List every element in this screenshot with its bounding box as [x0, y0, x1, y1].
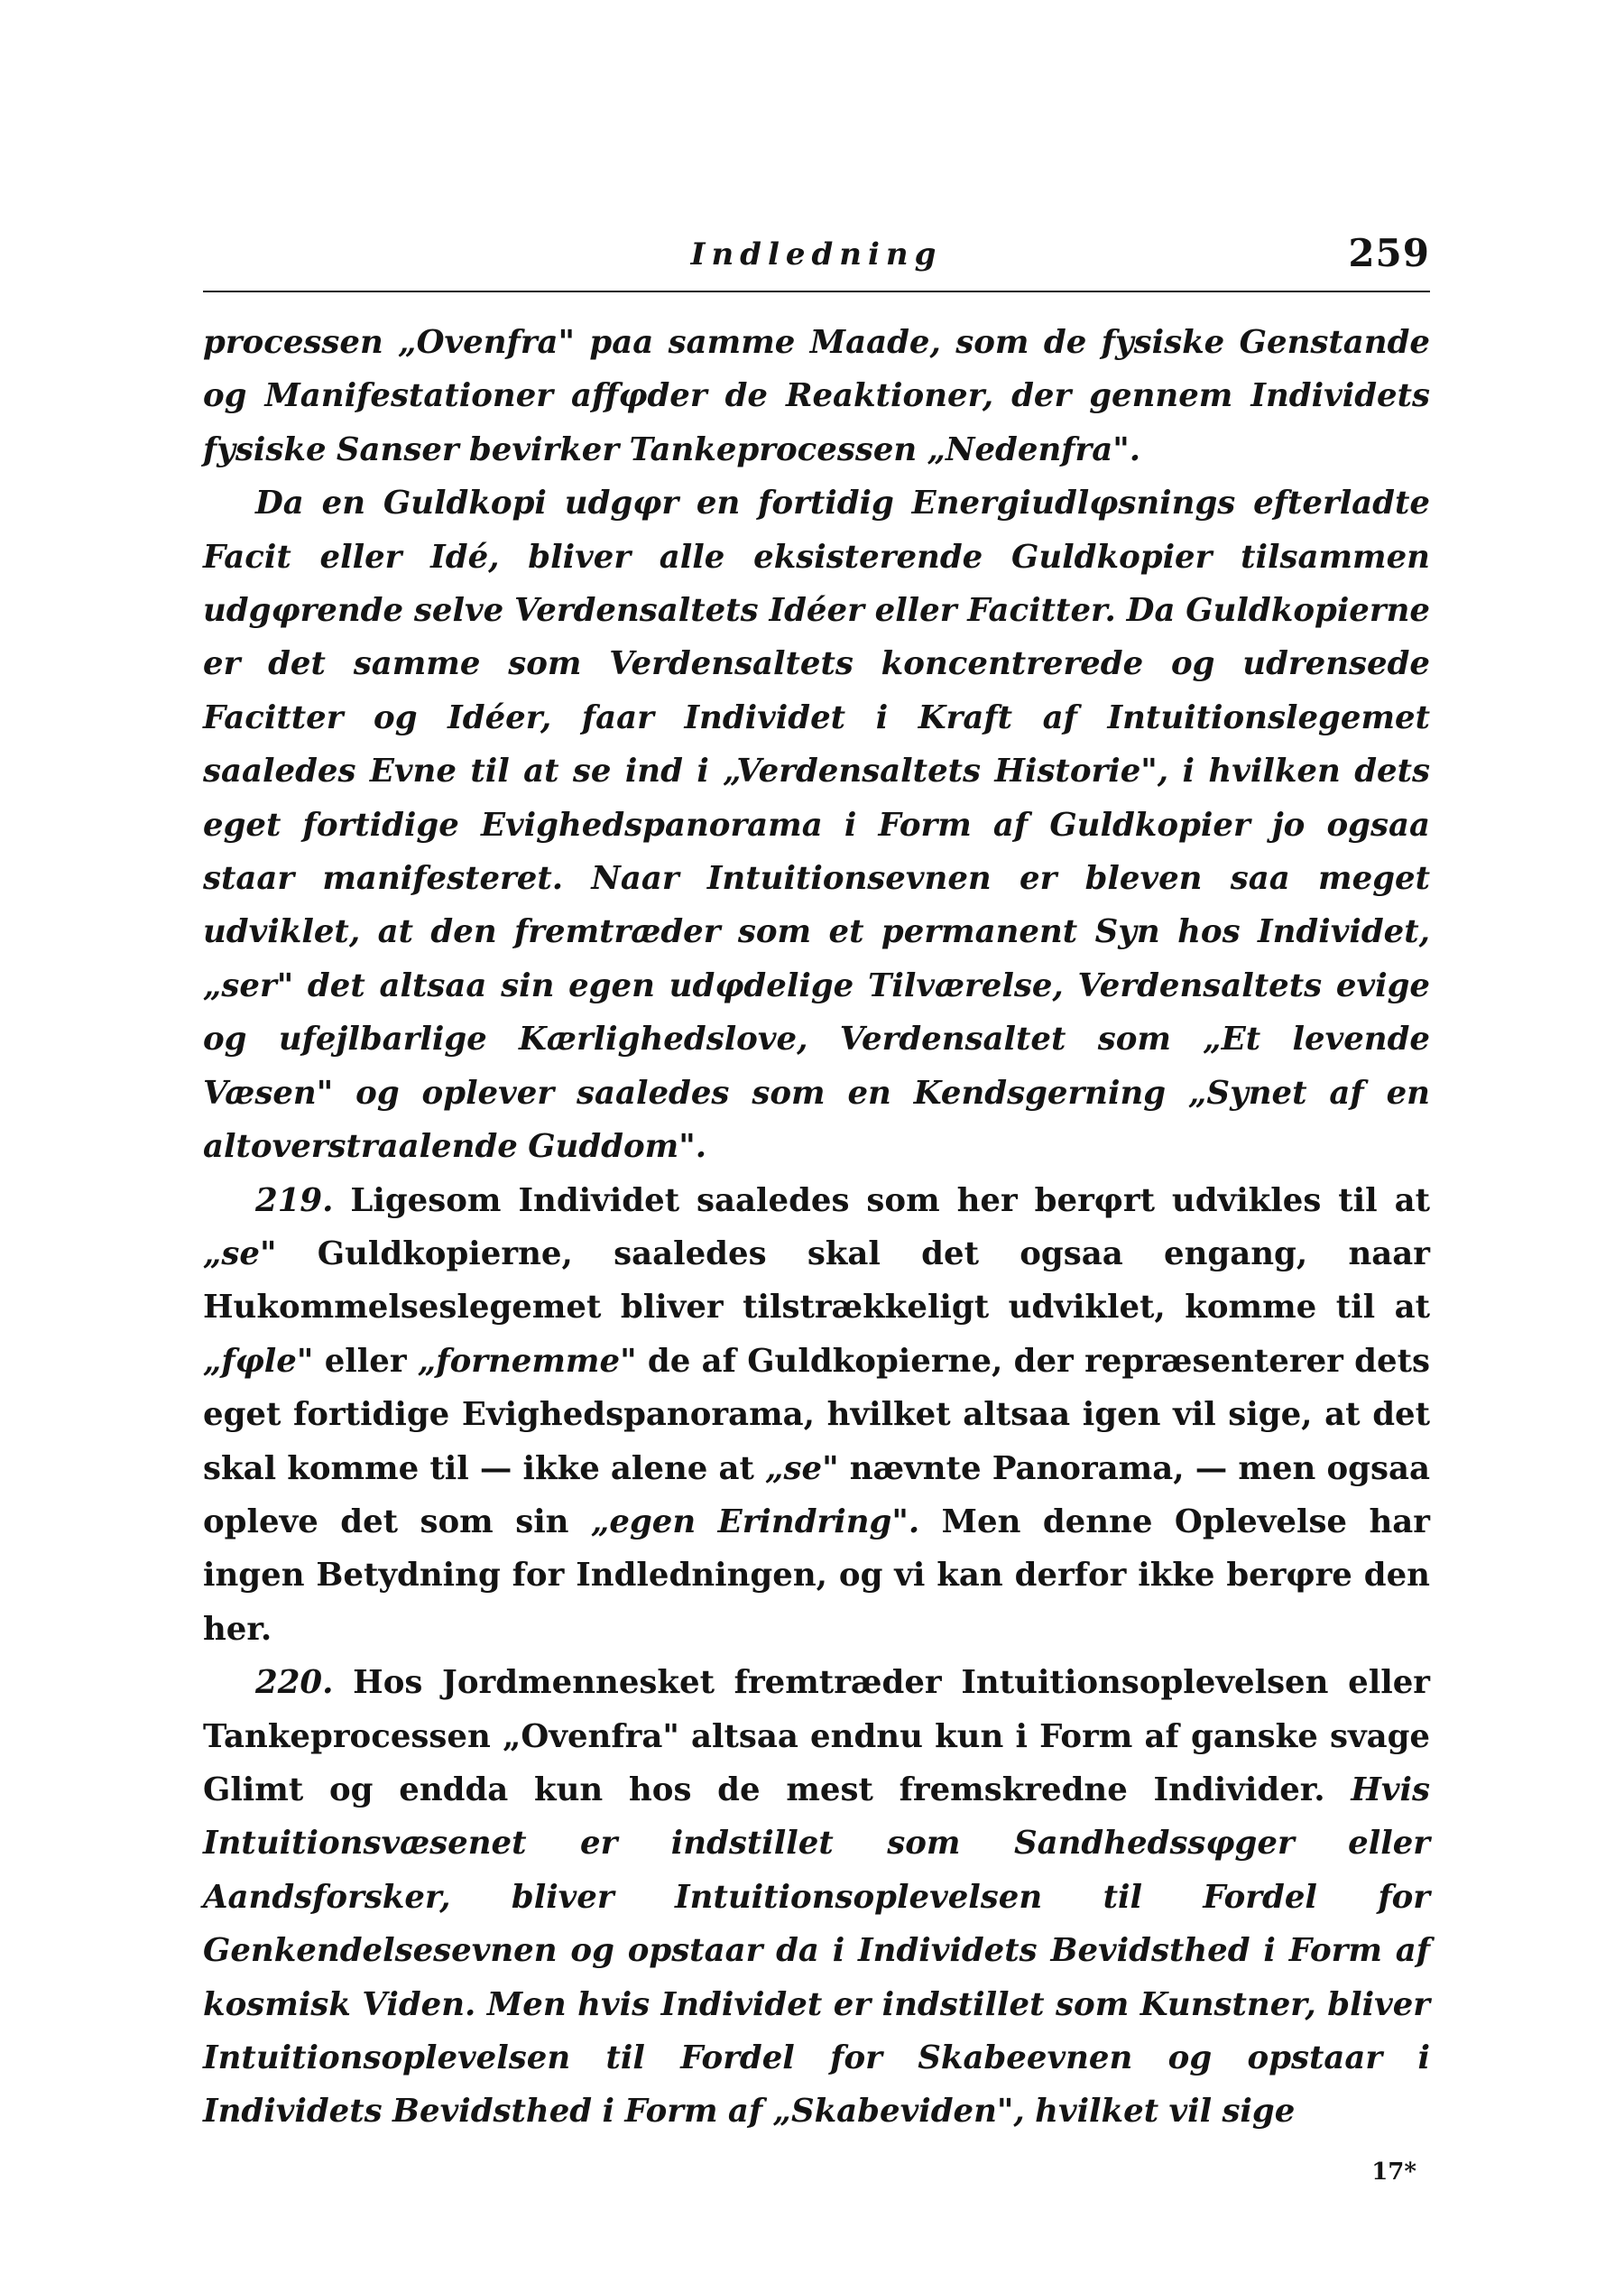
text-span: „fφle"	[203, 1342, 314, 1380]
text-span: Hos Jordmennesket fremtræder Intuitionsoplevelsen eller Tankeprocessen „Ovenfra" altsaa endnu kun i Form af ganske svage Glimt og endda kun hos de mest fremskredne Individer.	[203, 1664, 1430, 1808]
text-span: eller	[313, 1342, 418, 1380]
text-span: de af Guldkopierne, der repræsenterer dets eget fortidige Evighedspanorama, hvilket altsaa igen vil sige, at det skal komme til — ikke alene at	[203, 1342, 1430, 1487]
running-header	[203, 227, 1430, 292]
section-number: 219.	[255, 1181, 334, 1219]
page-number: 259	[1348, 231, 1430, 275]
text-span: „se"	[203, 1234, 277, 1272]
text-span: processen „Ovenfra" paa samme Maade, som de fysiske Genstande og Manifestationer affφder de Reaktioner, der gennem Individets fysiske Sanser bevirker Tankeprocessen „Nedenfra".	[203, 324, 1430, 468]
text-span: nævnte Panorama, — men ogsaa opleve det som sin	[203, 1449, 1430, 1540]
paragraph-continued	[203, 316, 1430, 476]
paragraph-219	[203, 1174, 1430, 1657]
paragraph-220	[203, 1656, 1430, 2139]
text-span: „fornemme"	[417, 1342, 637, 1380]
signature-mark: 17*	[1371, 2159, 1416, 2186]
text-span: Ligesom Individet saaledes som her berφrt udvikles til at	[333, 1181, 1430, 1219]
body-text	[203, 316, 1430, 2139]
section-number: 220.	[255, 1664, 334, 1702]
text-span: Hvis Intuitionsvæsenet er indstillet som Sandhedssφger eller Aandsforsker, bliver Intuitionsoplevelsen til Fordel for Genkendelsesevnen og opstaar da i Individets Bevidsthed i Form af kosmisk Viden. Men hvis Individet er indstillet som Kunstner, bliver Intuitionsoplevelsen til Fordel for Skabeevnen og opstaar i Individets Bevidsthed i Form af „Skabeviden", hvilket vil sige	[203, 1771, 1430, 2131]
text-span: Guldkopierne, saaledes skal det ogsaa engang, naar Hukommelseslegemet bliver tilstrækkeligt udviklet, komme til at	[203, 1234, 1430, 1327]
text-span: „se"	[765, 1449, 839, 1487]
running-title: Indledning	[690, 236, 943, 273]
text-span: Da en Guldkopi udgφr en fortidig Energiudlφsnings efterladte Facit eller Idé, bliver alle eksisterende Guldkopier tilsammen udgφrende selve Verdensaltets Idéer eller Facitter. Da Guldkopierne er det samme som Verdensaltets koncentrerede og udrensede Facitter og Idéer, faar Individet i Kraft af Intuitionslegemet saaledes Evne til at se ind i „Verdensaltets Historie", i hvilken dets eget fortidige Evighedspanorama i Form af Guldkopier jo ogsaa staar manifesteret. Naar Intuitionsevnen er bleven saa meget udviklet, at den fremtræder som et permanent Syn hos Individet, „ser" det altsaa sin egen udφdelige Tilværelse, Verdensaltets evige og ufejlbarlige Kærlighedslove, Verdensaltet som „Et levende Væsen" og oplever saaledes som en Kendsgerning „Synet af en altoverstraalende Guddom".	[203, 485, 1430, 1166]
paragraph-guldkopi	[203, 476, 1430, 1173]
text-span: Men denne Oplevelse har ingen Betydning for Indledningen, og vi kan derfor ikke berφre den her.	[203, 1502, 1430, 1648]
text-span: „egen Erindring".	[590, 1502, 920, 1540]
